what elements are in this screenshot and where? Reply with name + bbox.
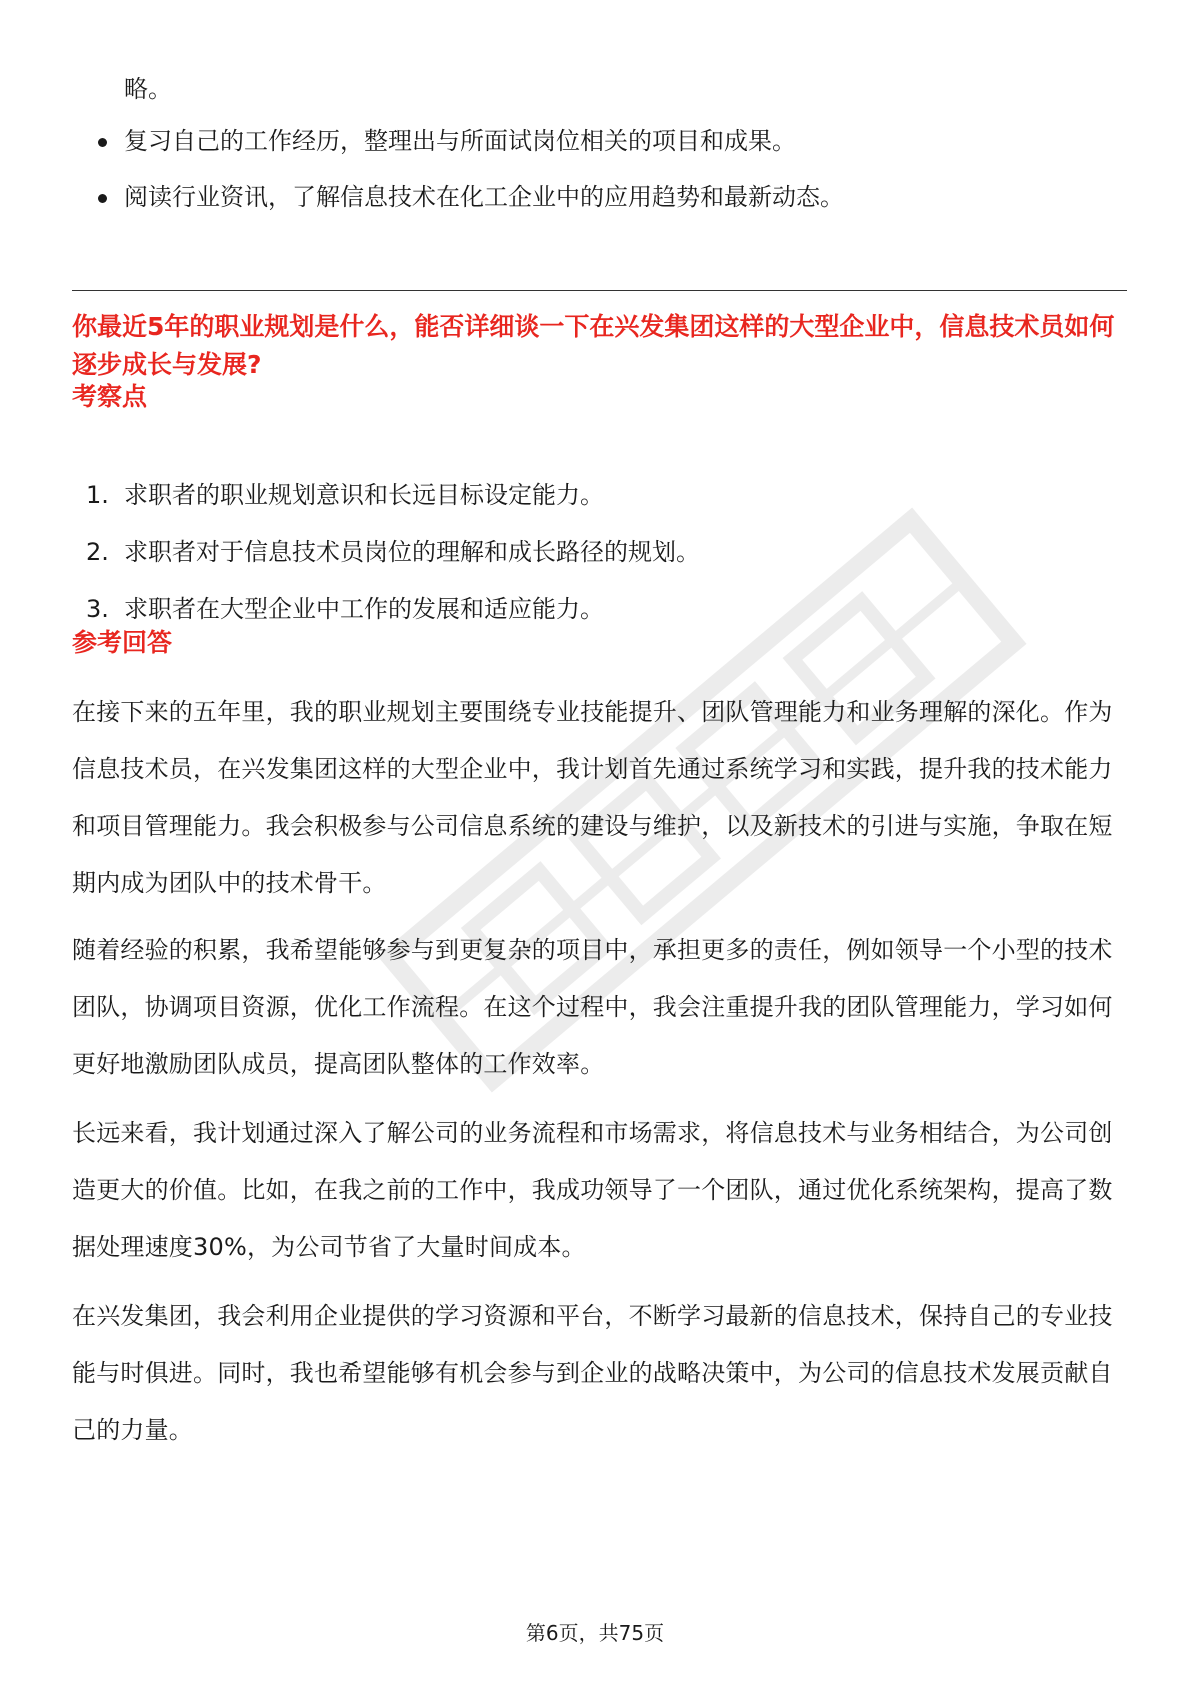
assessment-list [72, 476, 1127, 647]
answer-paragraph: 长远来看，我计划通过深入了解公司的业务流程和市场需求，将信息技术与业务相结合，为公司创造更大的价值。比如，在我之前的工作中，我成功领导了一个团队，通过优化系统架构，提高了数据处理速度30%，为公司节省了大量时间成本。 [72, 1119, 1113, 1261]
assessment-heading: 考察点 [72, 382, 148, 411]
bullet-dot-icon [98, 194, 107, 203]
list-item: 2. 求职者对于信息技术员岗位的理解和成长路径的规划。 [86, 538, 700, 566]
document-page [72, 0, 1127, 1684]
list-item: 阅读行业资讯，了解信息技术在化工企业中的应用趋势和最新动态。 [72, 178, 1127, 216]
answer-paragraph: 在接下来的五年里，我的职业规划主要围绕专业技能提升、团队管理能力和业务理解的深化。作为信息技术员，在兴发集团这样的大型企业中，我计划首先通过系统学习和实践，提升我的技术能力和项目管理能力。我会积极参与公司信息系统的建设与维护，以及新技术的引进与实施，争取在短期内成为团队中的技术骨干。 [72, 698, 1113, 897]
page-number: 第6页，共75页 [525, 1621, 665, 1645]
section-divider [72, 290, 1127, 291]
answer-paragraph: 在兴发集团，我会利用企业提供的学习资源和平台，不断学习最新的信息技术，保持自己的专业技能与时俱进。同时，我也希望能够有机会参与到企业的战略决策中，为公司的信息技术发展贡献自己的力量。 [72, 1302, 1113, 1444]
prep-bullet-list [72, 70, 1127, 234]
interview-question: 你最近5年的职业规划是什么，能否详细谈一下在兴发集团这样的大型企业中，信息技术员如何逐步成长与发展? [72, 312, 1115, 379]
list-item: 1. 求职者的职业规划意识和长远目标设定能力。 [86, 481, 604, 509]
answer-heading: 参考回答 [72, 628, 173, 657]
list-item: 略。 [124, 75, 172, 103]
bullet-dot-icon [98, 138, 107, 147]
answer-paragraph: 随着经验的积累，我希望能够参与到更复杂的项目中，承担更多的责任，例如领导一个小型的技术团队，协调项目资源，优化工作流程。在这个过程中，我会注重提升我的团队管理能力，学习如何更好地激励团队成员，提高团队整体的工作效率。 [72, 936, 1113, 1078]
list-item: 复习自己的工作经历，整理出与所面试岗位相关的项目和成果。 [72, 122, 1127, 160]
list-item: 3. 求职者在大型企业中工作的发展和适应能力。 [86, 595, 604, 623]
